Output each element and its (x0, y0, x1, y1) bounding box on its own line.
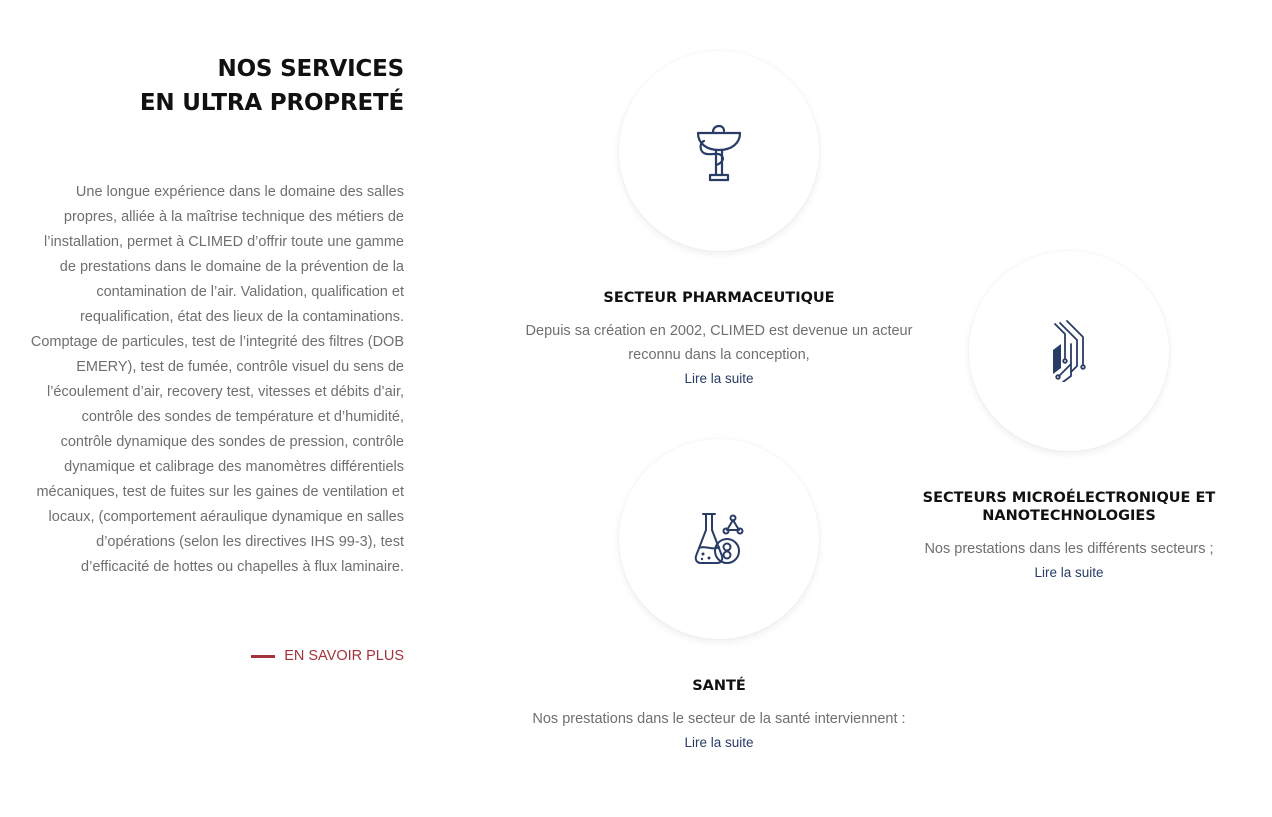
service-description: Nos prestations dans le secteur de la santé interviennent : (532, 711, 906, 727)
en-savoir-plus-link[interactable] (251, 648, 404, 664)
service-sante (518, 677, 920, 755)
services-intro (30, 52, 404, 664)
page-title-line-2: EN ULTRA PROPRETÉ (139, 90, 404, 116)
page-title (30, 52, 404, 120)
service-description: Nos prestations dans les différents secteurs ; (924, 541, 1214, 557)
lire-la-suite-link[interactable]: Lire la suite (684, 371, 754, 386)
lab-flask-icon (693, 512, 745, 566)
intro-paragraph: Une longue expérience dans le domaine des salles propres, alliée à la maîtrise technique des métiers de l’installation, permet à CLIMED d’offrir toute une gamme de prestations dans le domaine de la prévention de la contamination de l’air. Validation, qualification et requalification, état des lieux de la contaminations. Comptage de particules, test de l’integrité des filtres (DOB EMERY), test de fumée, contrôle visuel du sens de l’écoulement d’air, recovery test, vitesses et débits d’air, contrôle des sondes de température et d’humidité, contrôle dynamique des sondes de pression, contrôle dynamique et calibrage des manomètres différentiels mécaniques, test de fuites sur les gaines de ventilation et locaux, (comportement aéraulique dynamique en salles d’opérations (selon les directives IHS 99-3), test d’efficacité de hottes ou chapelles à flux laminaire. (30, 184, 404, 575)
service-title: SECTEURS MICROÉLECTRONIQUE ET NANOTECHNOLOGIES (922, 490, 1216, 524)
service-title: SANTÉ (692, 678, 746, 694)
microchip-circuit-icon (1049, 320, 1089, 382)
dash-icon (251, 655, 275, 658)
caduceus-bowl-icon (694, 119, 744, 183)
lire-la-suite-link[interactable]: Lire la suite (1034, 565, 1104, 580)
service-title: SECTEUR PHARMACEUTIQUE (603, 290, 835, 306)
service-description: Depuis sa création en 2002, CLIMED est devenue un acteur reconnu dans la conception, (525, 323, 913, 363)
en-savoir-plus-label: EN SAVOIR PLUS (284, 648, 404, 664)
lire-la-suite-link[interactable]: Lire la suite (684, 735, 754, 750)
service-pharma (518, 289, 920, 391)
pharma-icon-circle[interactable] (619, 51, 819, 251)
service-microelectronics (918, 489, 1220, 585)
sante-icon-circle[interactable] (619, 439, 819, 639)
microelectronics-icon-circle[interactable] (969, 251, 1169, 451)
page-title-line-1: NOS SERVICES (217, 56, 404, 82)
